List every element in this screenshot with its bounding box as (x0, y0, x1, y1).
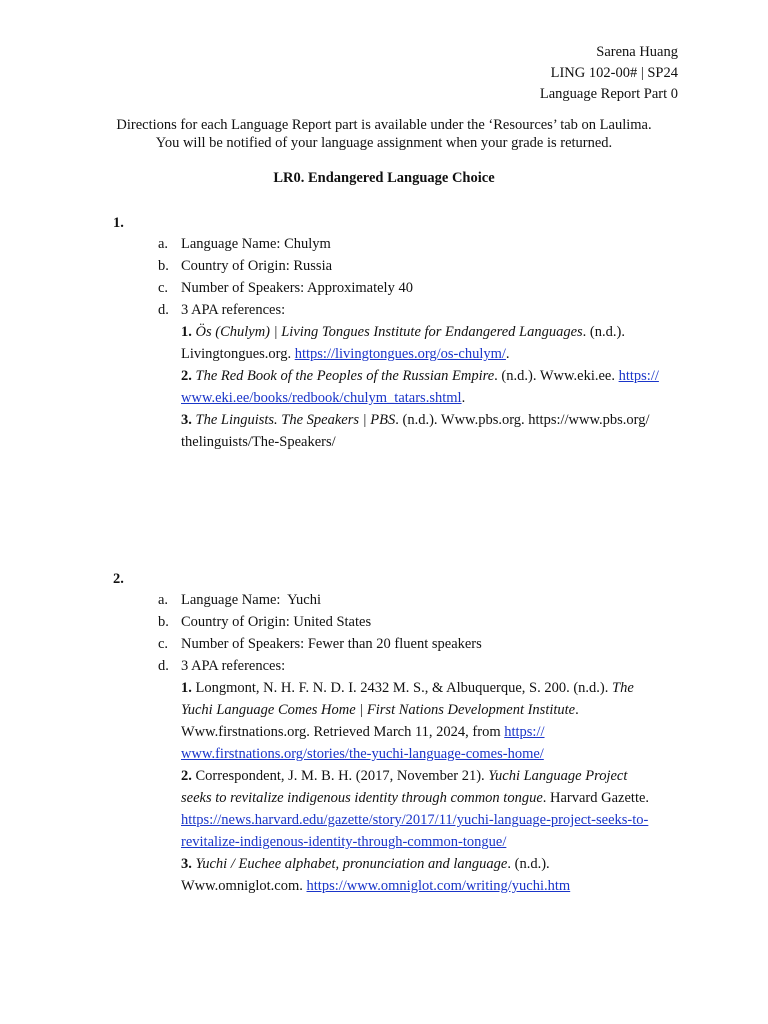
reference-1-line-4 (181, 743, 544, 765)
reference-number: 2. (181, 768, 192, 784)
reference-link[interactable]: https:// (618, 368, 659, 384)
reference-link[interactable]: revitalize-indigenous-identity-through-common-tongue/ (181, 834, 507, 850)
item-text: Language Name: Chulym (181, 236, 331, 252)
reference-number: 3. (181, 856, 192, 872)
item-text: 3 APA references: (181, 658, 286, 674)
reference-link[interactable]: www.eki.ee/books/redbook/chulym_tatars.shtml (181, 390, 462, 406)
item-marker: c. (158, 280, 169, 296)
directions-line-1: Directions for each Language Report part is available under the ‘Resources’ tab on Laulima. (116, 117, 652, 133)
reference-title: Ös (Chulym) | Living Tongues Institute for Endangered Languages (195, 324, 583, 340)
list-item (0, 233, 768, 255)
reference-title: Yuchi Language Comes Home | First Nations Development Institute (181, 702, 576, 718)
reference-title: The (612, 680, 634, 696)
reference-link[interactable]: https://news.harvard.edu/gazette/story/2017/11/yuchi-language-project-seeks-to- (181, 812, 649, 828)
item-text: Country of Origin: United States (181, 614, 372, 630)
reference-site: Livingtongues.org. (181, 346, 295, 362)
reference-title: Yuchi Language Project (488, 768, 628, 784)
page-title: LR0. Endangered Language Choice (273, 170, 495, 186)
list-item (0, 299, 768, 321)
reference-text: . (461, 390, 466, 406)
reference-1-line-1 (181, 677, 634, 699)
reference-text: . (n.d.). Www.eki.ee. (494, 368, 619, 384)
reference-3-line-1 (181, 409, 650, 431)
item-marker: a. (158, 592, 169, 608)
reference-link[interactable]: https://www.omniglot.com/writing/yuchi.htm (306, 878, 571, 894)
list-item (0, 589, 768, 611)
reference-1-line-2 (181, 343, 510, 365)
reference-text: thelinguists/The-Speakers/ (181, 434, 336, 450)
reference-number: 1. (181, 680, 192, 696)
course-code: LING 102-00# | SP24 (550, 65, 678, 81)
item-text: Language Name: Yuchi (181, 592, 321, 608)
reference-title: The Red Book of the Peoples of the Russian Empire (195, 368, 495, 384)
reference-1-line-1 (181, 321, 625, 343)
reference-title: The Linguists. The Speakers | PBS (195, 412, 396, 428)
author-name: Sarena Huang (596, 44, 678, 60)
reference-2-line-3 (181, 809, 648, 831)
reference-2-line-2 (181, 787, 649, 809)
item-marker: b. (158, 258, 169, 274)
section-number-1: 1. (113, 215, 124, 231)
item-marker: a. (158, 236, 169, 252)
item-marker: d. (158, 658, 169, 674)
reference-1-line-2 (181, 699, 579, 721)
reference-text: . (n.d.). Www.pbs.org. https://www.pbs.org/ (395, 412, 650, 428)
section-number-2: 2. (113, 571, 124, 587)
reference-text: . Harvard Gazette. (542, 790, 650, 806)
reference-3-line-2 (181, 431, 336, 453)
item-text: Number of Speakers: Fewer than 20 fluent speakers (181, 636, 482, 652)
directions (0, 116, 768, 152)
list-item (0, 633, 768, 655)
reference-text: . (575, 702, 579, 718)
reference-text: Correspondent, J. M. B. H. (2017, November 21). (191, 768, 489, 784)
list-item (0, 611, 768, 633)
list-item (0, 655, 768, 677)
reference-number: 2. (181, 368, 192, 384)
reference-site: Www.firstnations.org. Retrieved March 11, 2024, from (181, 724, 505, 740)
reference-title: Yuchi / Euchee alphabet, pronunciation and language (195, 856, 508, 872)
reference-number: 1. (181, 324, 192, 340)
item-text: Country of Origin: Russia (181, 258, 333, 274)
reference-site: Www.omniglot.com. (181, 878, 307, 894)
reference-2-line-4 (181, 831, 506, 853)
item-marker: d. (158, 302, 169, 318)
item-marker: b. (158, 614, 169, 630)
reference-text: . (n.d.). (507, 856, 550, 872)
reference-text: . (n.d.). (582, 324, 625, 340)
item-text: Number of Speakers: Approximately 40 (181, 280, 413, 296)
list-item (0, 255, 768, 277)
reference-2-line-1 (181, 365, 659, 387)
reference-text: Longmont, N. H. F. N. D. I. 2432 M. S., & Albuquerque, S. 200. (n.d.). (191, 680, 613, 696)
reference-1-line-3 (181, 721, 545, 743)
reference-link[interactable]: https:// (504, 724, 545, 740)
list-item (0, 277, 768, 299)
reference-link[interactable]: https://livingtongues.org/os-chulym/ (294, 346, 506, 362)
reference-3-line-1 (181, 853, 550, 875)
document-header (540, 42, 678, 105)
reference-text: . (505, 346, 510, 362)
reference-link[interactable]: www.firstnations.org/stories/the-yuchi-language-comes-home/ (181, 746, 544, 762)
reference-3-line-2 (181, 875, 570, 897)
reference-2-line-2 (181, 387, 465, 409)
report-name: Language Report Part 0 (539, 86, 678, 102)
item-text: 3 APA references: (181, 302, 286, 318)
reference-title: seeks to revitalize indigenous identity through common tongue (181, 790, 543, 806)
directions-line-2: You will be notified of your language assignment when your grade is returned. (155, 135, 613, 151)
item-marker: c. (158, 636, 169, 652)
reference-2-line-1 (181, 765, 627, 787)
reference-number: 3. (181, 412, 192, 428)
